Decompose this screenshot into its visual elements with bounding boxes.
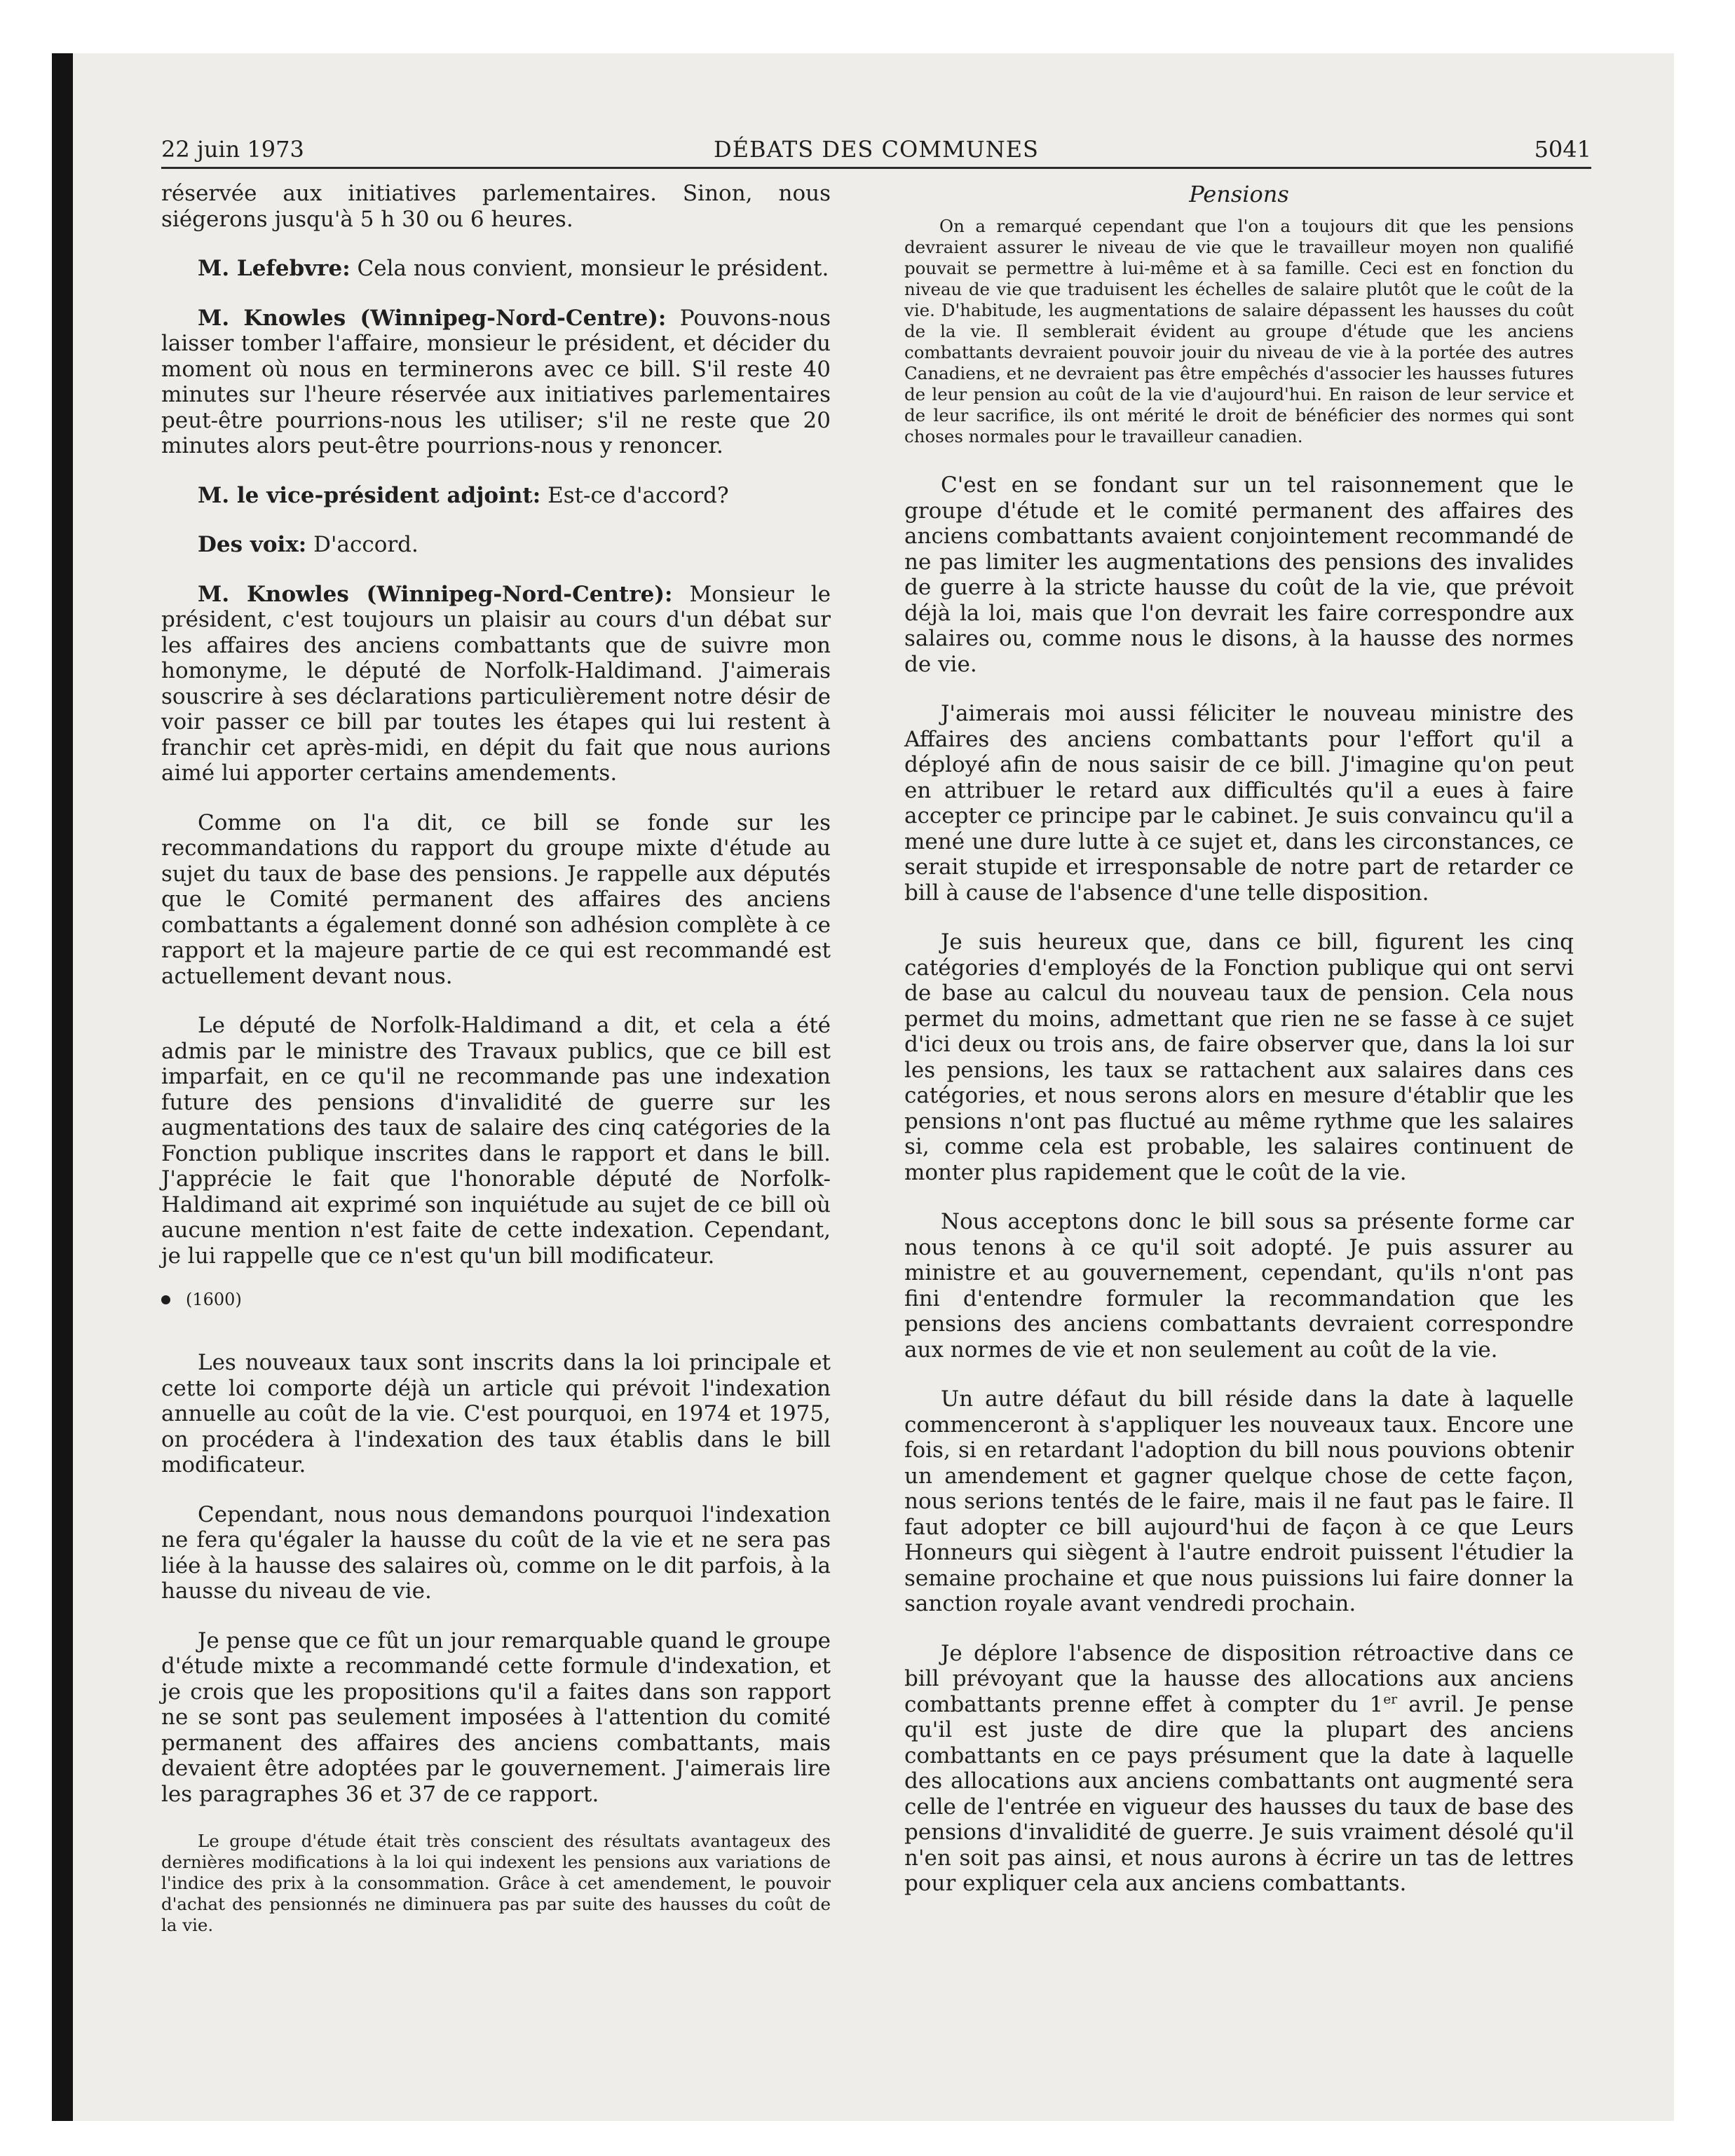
paragraph: Le député de Norfolk-Haldimand a dit, et cela a été admis par le ministre des Travaux publics, que ce bill est imparfait, en ce qu'il ne recommande pas une indexation future des pensions d'invalidité de guerre sur les augmentations des taux de salaire des cinq catégories de la Fonction publique inscrites dans le rapport et dans le bill. J'apprécie le fait que l'honorable député de Norfolk-Haldimand ait exprimé son inquiétude au sujet de ce bill où aucune mention n'est faite de cette indexation. Cependant, je lui rappelle que ce n'est qu'un bill modificateur. [161, 1013, 831, 1269]
speech-text: D'accord. [313, 532, 419, 557]
section-title: Pensions [1189, 181, 1289, 207]
page-number: 5041 [1534, 136, 1591, 163]
paragraph-text: avril. Je pense qu'il est juste de dire que la plupart des anciens combattants en ce pays présument que la date à laquelle des allocations aux anciens combattants ont augmenté sera celle de l'entrée en vigueur des hausses du taux de base des pensions d'invalidité de guerre. Je suis vraiment désolé qu'il n'en soit pas ainsi, et nous aurons à écrire un tas de lettres pour expliquer cela aux anciens combattants. [904, 1691, 1574, 1896]
speaker-name: M. Lefebvre: [198, 256, 351, 281]
paragraph: C'est en se fondant sur un tel raisonnement que le groupe d'étude et le comité permanent des affaires des anciens combattants avaient conjointement recommandé de ne pas limiter les augmentations des pensions des invalides de guerre à la stricte hausse du coût de la vie, que prévoit déjà la loi, mais que l'on devrait les faire correspondre aux salaires ou, comme nous le disons, à la hausse des normes de vie. [904, 472, 1574, 677]
scan-edge [52, 53, 73, 2121]
speaker-name: M. Knowles (Winnipeg-Nord-Centre): [198, 581, 673, 607]
speaker-name: Des voix: [198, 532, 307, 557]
speech-text: Monsieur le président, c'est toujours un plaisir au cours d'un débat sur les affaires des anciens combattants que de suivre mon homonyme, le député de Norfolk-Haldimand. J'aimerais souscrire à ses déclarations particulièrement notre désir de voir passer ce bill par toutes les étapes qui lui restent à franchir cet après-midi, en dépit du fait que nous aurions aimé lui apporter certains amendements. [161, 581, 831, 786]
header-date: 22 juin 1973 [161, 136, 304, 163]
time-marker [161, 1290, 831, 1309]
paragraph: Nous acceptons donc le bill sous sa présente forme car nous tenons à ce qu'il soit adopté. Je puis assurer au ministre et au gouvernement, cependant, qu'ils n'ont pas fini d'entendre formuler la recommandation que les pensions des anciens combattants devraient correspondre aux normes de vie et non seulement au coût de la vie. [904, 1209, 1574, 1363]
speech-paragraph [161, 483, 831, 509]
paragraph: Cependant, nous nous demandons pourquoi l'indexation ne fera qu'égaler la hausse du coût de la vie et ne sera pas liée à la hausse des salaires où, comme on le dit parfois, à la hausse du niveau de vie. [161, 1501, 831, 1604]
speech-paragraph [161, 256, 831, 282]
speech-text: Pouvons-nous laisser tomber l'affaire, monsieur le président, et décider du moment où nous en terminerons avec ce bill. S'il reste 40 minutes sur l'heure réservée aux initiatives parlementaires peut-être pourrions-nous les utiliser; s'il ne reste que 20 minutes alors peut-être pourrions-nous y renoncer. [161, 305, 831, 458]
speech-paragraph [161, 306, 831, 459]
paragraph: réservée aux initiatives parlementaires. Sinon, nous siégerons jusqu'à 5 h 30 ou 6 heures. [161, 181, 831, 232]
time-marker-text: (1600) [186, 1290, 242, 1309]
paragraph: Je pense que ce fût un jour remarquable quand le groupe d'étude mixte a recommandé cette formule d'indexation, et je crois que les propositions qu'il a faites dans son rapport ne se sont pas seulement imposées à l'attention du comité permanent des affaires des anciens combattants, mais devaient être adoptées par le gouvernement. J'aimerais lire les paragraphes 36 et 37 de ce rapport. [161, 1628, 831, 1807]
speaker-name: M. Knowles (Winnipeg-Nord-Centre): [198, 305, 667, 331]
block-quote: Le groupe d'étude était très conscient des résultats avantageux des dernières modifications à la loi qui indexent les pensions aux variations de l'indice des prix à la consommation. Grâce à cet amendement, le pouvoir d'achat des pensionnés ne diminuera pas par suite des hausses du coût de la vie. [161, 1831, 831, 1935]
speaker-name: M. le vice-président adjoint: [198, 482, 541, 508]
speech-text: Est-ce d'accord? [547, 482, 729, 508]
paragraph [904, 1641, 1574, 1897]
left-column [161, 181, 831, 1961]
bullet-icon [161, 1295, 170, 1304]
ordinal-superscript: er [1383, 1692, 1398, 1707]
speech-text: Cela nous convient, monsieur le président. [357, 256, 829, 281]
block-quote: On a remarqué cependant que l'on a toujours dit que les pensions devraient assurer le niveau de vie que le travailleur moyen non qualifié pouvait se permettre à lui-même et à sa famille. Ceci est en fonction du niveau de vie que traduisent les échelles de salaire plutôt que le coût de la vie. D'habitude, les augmentations de salaire dépassent les hausses du coût de la vie. Il semblerait évident au groupe d'étude que les anciens combattants devraient pouvoir jouir du niveau de vie à la portée des autres Canadiens, et ne devraient pas être empêchés d'associer les hausses futures de leur pension au coût de la vie d'aujourd'hui. En raison de leur service et de leur sacrifice, ils ont mérité le droit de bénéficier des normes qui sont choses normales pour le travailleur canadien. [904, 216, 1574, 446]
paragraph: Les nouveaux taux sont inscrits dans la loi principale et cette loi comporte déjà un article qui prévoit l'indexation annuelle au coût de la vie. C'est pourquoi, en 1974 et 1975, on procédera à l'indexation des taux établis dans le bill modificateur. [161, 1350, 831, 1478]
paragraph: Comme on l'a dit, ce bill se fonde sur les recommandations du rapport du groupe mixte d'étude au sujet du taux de base des pensions. Je rappelle aux députés que le Comité permanent des affaires des anciens combattants a également donné son adhésion complète à ce rapport et la majeure partie de ce qui est recommandé est actuellement devant nous. [161, 810, 831, 989]
right-column [904, 181, 1574, 1920]
running-head [161, 130, 1591, 169]
paragraph: Je suis heureux que, dans ce bill, figurent les cinq catégories d'employés de la Fonction publique qui ont servi de base au calcul du nouveau taux de pension. Cela nous permet du moins, admettant que rien ne se fasse à ce sujet d'ici deux ou trois ans, de faire observer que, dans la loi sur les pensions, les taux se rattachent aux salaires dans ces catégories, et nous serons alors en mesure d'établir que les pensions n'ont pas fluctué au même rythme que les salaires si, comme cela est probable, les salaires continuent de monter plus rapidement que le coût de la vie. [904, 929, 1574, 1185]
paragraph: J'aimerais moi aussi féliciter le nouveau ministre des Affaires des anciens combattants pour l'effort qu'il a déployé afin de nous saisir de ce bill. J'imagine qu'on peut en attribuer le retard aux difficultés qu'il a eues à faire accepter ce principe par le cabinet. Je suis convaincu qu'il a mené une dure lutte à ce sujet et, dans les circonstances, ce serait stupide et irresponsable de notre part de retarder ce bill à cause de l'absence d'une telle disposition. [904, 701, 1574, 906]
paragraph-text: Je déplore l'absence de disposition rétroactive dans ce bill prévoyant que la hausse des allocations aux anciens combattants prenne effet à compter du 1 [904, 1640, 1574, 1717]
speech-paragraph [161, 532, 831, 558]
header-title: DÉBATS DES COMMUNES [714, 136, 1039, 163]
paragraph: Un autre défaut du bill réside dans la date à laquelle commenceront à s'appliquer les nouveaux taux. Encore une fois, si en retardant l'adoption du bill nous pouvions obtenir un amendement et gagner quelque chose de cette façon, nous serions tentés de le faire, mais il ne faut pas le faire. Il faut adopter ce bill aujourd'hui de façon à ce que Leurs Honneurs qui siègent à l'autre endroit puissent l'étudier la semaine prochaine et que nous puissions lui faire donner la sanction royale avant vendredi prochain. [904, 1386, 1574, 1616]
speech-paragraph [161, 582, 831, 786]
